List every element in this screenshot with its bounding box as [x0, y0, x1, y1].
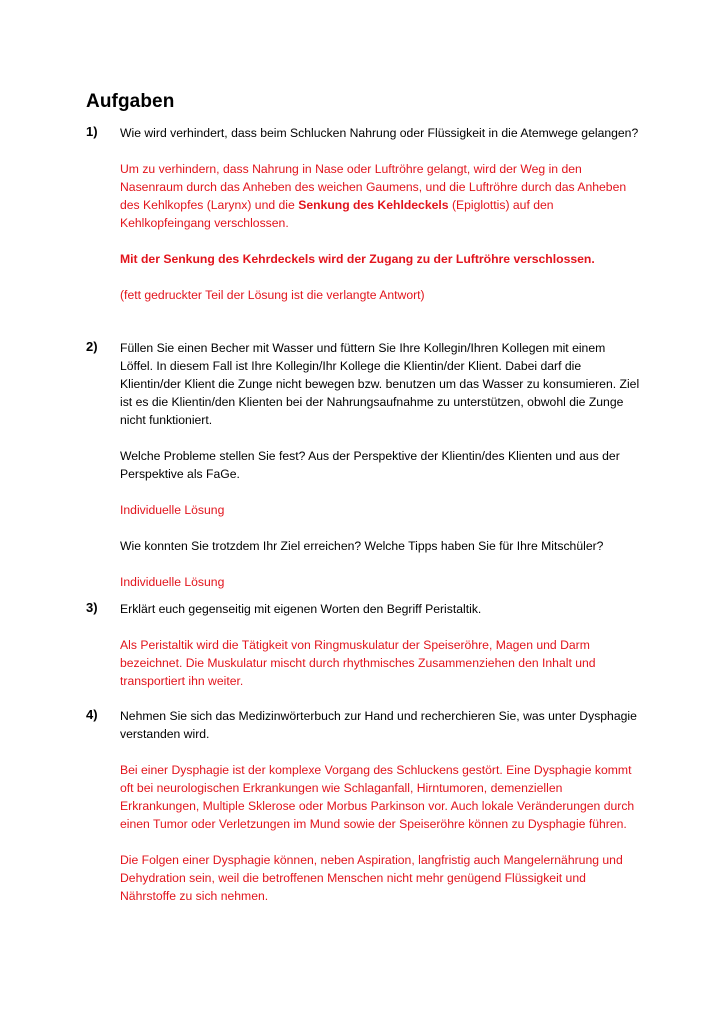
task-question: Wie konnten Sie trotzdem Ihr Ziel erreichen? Welche Tipps haben Sie für Ihre Mitschüler? [120, 539, 604, 553]
task-note: (fett gedruckter Teil der Lösung ist die verlangte Antwort) [120, 288, 425, 302]
task-body [120, 707, 640, 905]
task-number: 4) [86, 707, 98, 722]
task-number: 1) [86, 124, 98, 139]
task-answer: Individuelle Lösung [120, 575, 225, 589]
task-bold-answer: Mit der Senkung des Kehrdeckels wird der Zugang zu der Luftröhre verschlossen. [120, 252, 595, 266]
task-question: Nehmen Sie sich das Medizinwörterbuch zur Hand und recherchieren Sie, was unter Dysphagie verstanden wird. [120, 709, 637, 741]
answer-highlight: Senkung des Kehldeckels [298, 198, 449, 212]
page-title: Aufgaben [86, 91, 175, 112]
task-answer: Die Folgen einer Dysphagie können, neben Aspiration, langfristig auch Mangelernährung und Dehydration sein, weil die betroffenen Menschen nicht mehr genügend Flüssigkeit und Nährstoffe zu sich nehmen. [120, 853, 623, 903]
task-answer: Als Peristaltik wird die Tätigkeit von Ringmuskulatur der Speiseröhre, Magen und Darm bezeichnet. Die Muskulatur mischt durch rhythmisches Zusammenziehen den Inhalt und transportiert ihn weiter. [120, 638, 596, 688]
answer-text: (Epiglottis) auf den Kehlkopfeingang verschlossen. [120, 198, 554, 230]
task-question: Welche Probleme stellen Sie fest? Aus der Perspektive der Klientin/des Klienten und aus der Perspektive als FaGe. [120, 449, 620, 481]
task-body [120, 124, 640, 304]
task-body [120, 339, 640, 591]
task-answer: Bei einer Dysphagie ist der komplexe Vorgang des Schluckens gestört. Eine Dysphagie kommt oft bei neurologischen Erkrankungen wie Schlaganfall, Hirntumoren, demenziellen Erkrankungen, Multiple Sklerose oder Morbus Parkinson vor. Auch lokale Veränderungen durch einen Tumor oder Verletzungen im Mund sowie der Speiseröhre können zu Dysphagie führen. [120, 763, 635, 831]
task-question: Wie wird verhindert, dass beim Schlucken Nahrung oder Flüssigkeit in die Atemwege gelangen? [120, 126, 639, 140]
task-answer [120, 160, 640, 232]
task-number: 3) [86, 600, 98, 615]
answer-text: Um zu verhindern, dass Nahrung in Nase oder Luftröhre gelangt, wird der Weg in den Nasenraum durch das Anheben des weichen Gaumens, und die Luftröhre durch das Anheben des Kehlkopfes (Larynx) und die [120, 162, 627, 212]
task-instruction: Füllen Sie einen Becher mit Wasser und füttern Sie Ihre Kollegin/Ihren Kollegen mit einem Löffel. In diesem Fall ist Ihre Kollegin/Ihr Kollege die Klientin/der Klient. Dabei darf die Klientin/der Klient die Zunge nicht bewegen bzw. benutzen um das Wasser zu konsumieren. Ziel ist es die Klientin/den Klienten bei der Nahrungsaufnahme zu unterstützen, obwohl die Zunge nicht funktioniert. [120, 341, 640, 427]
task-body [120, 600, 640, 690]
task-question: Erklärt euch gegenseitig mit eigenen Worten den Begriff Peristaltik. [120, 602, 482, 616]
task-number: 2) [86, 339, 98, 354]
task-answer: Individuelle Lösung [120, 503, 225, 517]
